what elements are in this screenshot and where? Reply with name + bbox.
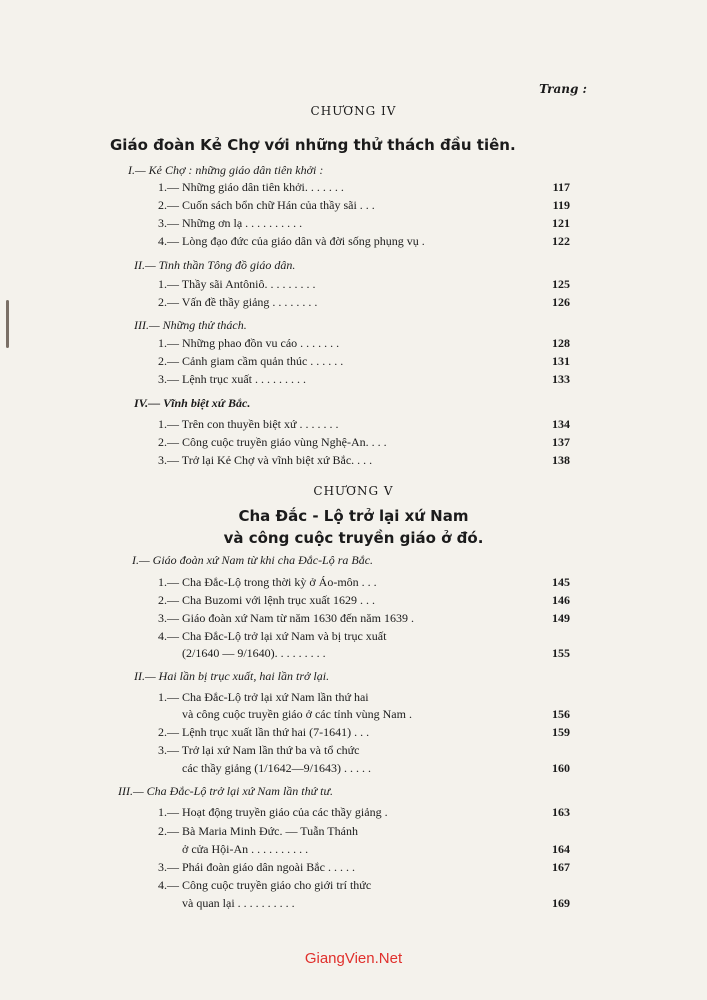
toc-entry-page: 146 bbox=[552, 593, 570, 607]
toc-entry bbox=[158, 824, 570, 840]
toc-entry-page: 125 bbox=[552, 277, 570, 291]
toc-entry-page: 128 bbox=[552, 336, 570, 350]
toc-entry bbox=[158, 417, 570, 433]
section-title: II.— Hai lần bị trục xuất, hai lần trở lại. bbox=[134, 669, 330, 683]
toc-entry-page: 164 bbox=[552, 842, 570, 856]
toc-entry-page: 137 bbox=[552, 435, 570, 449]
toc-entry-page: 155 bbox=[552, 646, 570, 660]
toc-entry-label: 4.— Lòng đạo đức của giáo dân và đời sống phụng vụ . bbox=[158, 234, 425, 248]
section-title: I.— Giáo đoàn xứ Nam từ khi cha Đắc-Lộ ra Bắc. bbox=[132, 553, 374, 567]
page-edge-mark bbox=[6, 300, 9, 348]
toc-entry-page: 134 bbox=[552, 417, 570, 431]
toc-entry-label: 3.— Lệnh trục xuất . . . . . . . . . bbox=[158, 372, 306, 386]
section-title: III.— Những thử thách. bbox=[134, 318, 247, 332]
toc-entry-label: 2.— Cha Buzomi với lệnh trục xuất 1629 . . . bbox=[158, 593, 375, 607]
toc-entry bbox=[158, 593, 570, 609]
toc-entry-continuation bbox=[158, 761, 570, 777]
toc-entry-label: 4.— Công cuộc truyền giáo cho giới trí thức bbox=[158, 878, 372, 892]
toc-entry-label: và công cuộc truyền giáo ở các tỉnh vùng Nam . bbox=[182, 707, 412, 721]
chapter5-heading: CHƯƠNG V bbox=[313, 484, 394, 498]
toc-entry-page: 149 bbox=[552, 611, 570, 625]
toc-entry-page: 138 bbox=[552, 453, 570, 467]
toc-entry bbox=[158, 372, 570, 388]
toc-entry-continuation bbox=[158, 646, 570, 662]
toc-entry-page: 167 bbox=[552, 860, 570, 874]
toc-entry-page: 133 bbox=[552, 372, 570, 386]
toc-entry-label: 1.— Trên con thuyền biệt xứ . . . . . . . bbox=[158, 417, 339, 431]
toc-entry bbox=[158, 277, 570, 293]
toc-entry-label: ở cửa Hội-An . . . . . . . . . . bbox=[182, 842, 309, 856]
chapter5-title-line2: và công cuộc truyền giáo ở đó. bbox=[223, 529, 484, 547]
toc-entry bbox=[158, 575, 570, 591]
toc-entry-label: 2.— Lệnh trục xuất lần thứ hai (7-1641) . . . bbox=[158, 725, 370, 739]
chapter4-heading: CHƯƠNG IV bbox=[310, 104, 397, 118]
toc-entry-page: 119 bbox=[552, 198, 570, 212]
toc-entry bbox=[158, 878, 570, 894]
toc-entry-label: và quan lại . . . . . . . . . . bbox=[182, 896, 295, 910]
page-column-label: Trang : bbox=[539, 82, 587, 96]
toc-entry-page: 159 bbox=[552, 725, 570, 739]
section-title: IV.— Vĩnh biệt xứ Bắc. bbox=[134, 396, 251, 410]
toc-entry-page: 126 bbox=[552, 295, 570, 309]
toc-entry-page: 169 bbox=[552, 896, 570, 910]
toc-entry bbox=[158, 725, 570, 741]
watermark-text: GiangVien.Net bbox=[304, 950, 403, 967]
toc-entry-page: 156 bbox=[552, 707, 570, 721]
toc-entry-page: 160 bbox=[552, 761, 570, 775]
toc-entry-label: 1.— Những giáo dân tiên khởi. . . . . . . bbox=[158, 180, 344, 194]
toc-entry-page: 122 bbox=[552, 234, 570, 248]
chapter4-title: Giáo đoàn Kẻ Chợ với những thử thách đầu tiên. bbox=[110, 136, 516, 154]
toc-entry-label: 4.— Cha Đắc-Lộ trở lại xứ Nam và bị trục xuất bbox=[158, 629, 387, 643]
chapter5-title-line1: Cha Đắc - Lộ trở lại xứ Nam bbox=[238, 507, 469, 525]
toc-entry-label: 3.— Trở lại Kẻ Chợ và vĩnh biệt xứ Bắc. . . . bbox=[158, 453, 373, 467]
toc-entry-label: 1.— Cha Đắc-Lộ trở lại xứ Nam lần thứ hai bbox=[158, 690, 369, 704]
toc-entry-label: 2.— Cảnh giam cầm quản thúc . . . . . . bbox=[158, 354, 344, 368]
toc-entry bbox=[158, 860, 570, 876]
toc-entry-label: 2.— Vấn đề thầy giảng . . . . . . . . bbox=[158, 295, 318, 309]
toc-entry-page: 163 bbox=[552, 805, 570, 819]
toc-entry-page: 145 bbox=[552, 575, 570, 589]
toc-entry bbox=[158, 690, 570, 706]
toc-entry-page: 121 bbox=[552, 216, 570, 230]
toc-entry bbox=[158, 198, 570, 214]
toc-entry-label: 3.— Phái đoàn giáo dân ngoài Bắc . . . . . bbox=[158, 860, 355, 874]
toc-entry-page: 117 bbox=[552, 180, 570, 194]
toc-entry-label: 3.— Trở lại xứ Nam lần thứ ba và tổ chức bbox=[158, 743, 360, 757]
toc-entry-label: 1.— Cha Đắc-Lộ trong thời kỳ ở Áo-môn . . . bbox=[158, 575, 377, 589]
toc-entry-label: (2/1640 — 9/1640). . . . . . . . . bbox=[182, 646, 326, 660]
toc-entry bbox=[158, 611, 570, 627]
toc-entry bbox=[158, 336, 570, 352]
toc-entry-label: 3.— Giáo đoàn xứ Nam từ năm 1630 đến năm 1639 . bbox=[158, 611, 414, 625]
toc-entry-label: 1.— Thầy sãi Antôniô. . . . . . . . . bbox=[158, 277, 316, 291]
toc-entry-label: 1.— Hoạt động truyền giáo của các thầy giảng . bbox=[158, 805, 388, 819]
section-title: II.— Tinh thần Tông đồ giáo dân. bbox=[134, 258, 296, 272]
toc-entry-label: các thầy giảng (1/1642—9/1643) . . . . . bbox=[182, 761, 371, 775]
toc-entry bbox=[158, 216, 570, 232]
toc-entry-page: 131 bbox=[552, 354, 570, 368]
toc-entry-continuation bbox=[158, 842, 570, 858]
toc-entry bbox=[158, 743, 570, 759]
toc-entry-continuation bbox=[158, 707, 570, 723]
toc-entry-label: 1.— Những phao đồn vu cáo . . . . . . . bbox=[158, 336, 340, 350]
toc-entry bbox=[158, 805, 570, 821]
section-title: I.— Kẻ Chợ : những giáo dân tiên khởi : bbox=[128, 163, 324, 177]
toc-entry bbox=[158, 234, 570, 250]
toc-entry bbox=[158, 453, 570, 469]
section-title: III.— Cha Đắc-Lộ trở lại xứ Nam lần thứ tư. bbox=[118, 784, 334, 798]
toc-entry-continuation bbox=[158, 896, 570, 912]
toc-entry-label: 3.— Những ơn lạ . . . . . . . . . . bbox=[158, 216, 303, 230]
toc-entry bbox=[158, 629, 570, 645]
toc-entry-label: 2.— Bà Maria Minh Đức. — Tuẫn Thánh bbox=[158, 824, 358, 838]
toc-entry-label: 2.— Cuốn sách bổn chữ Hán của thầy sãi . . . bbox=[158, 198, 375, 212]
toc-entry bbox=[158, 295, 570, 311]
toc-entry bbox=[158, 180, 570, 196]
toc-entry-label: 2.— Công cuộc truyền giáo vùng Nghệ-An. . . . bbox=[158, 435, 387, 449]
toc-entry bbox=[158, 354, 570, 370]
toc-entry bbox=[158, 435, 570, 451]
